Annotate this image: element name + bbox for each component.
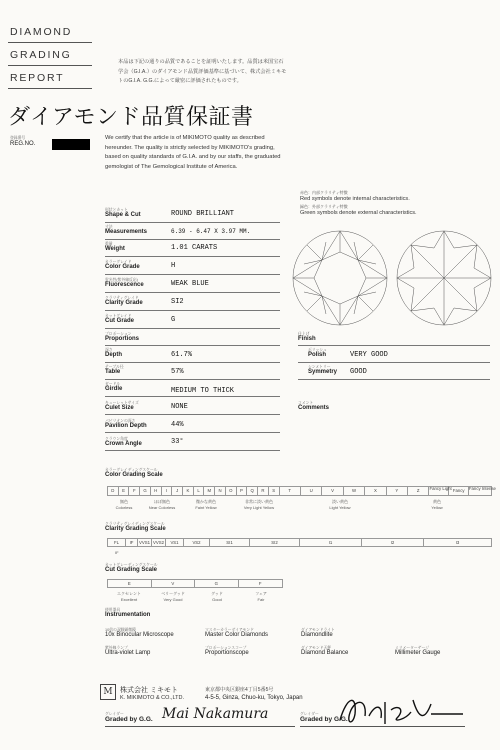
legend-red-jp: 赤色：内部クラリティ特徴 xyxy=(300,190,348,195)
color-scale-row xyxy=(107,486,496,496)
cut-label-jp: グッド xyxy=(211,591,223,596)
legend-green-jp: 緑色：外部クラリティ特徴 xyxy=(300,204,348,209)
cut-label-jp: ベリーグッド xyxy=(161,591,185,596)
field-label: Cut Grade xyxy=(105,318,135,324)
cut-label-en: Excellent xyxy=(120,597,138,602)
prop-value-crown: 33° xyxy=(171,438,184,446)
instrument-jp: プロポーションスコープ xyxy=(205,646,247,650)
finish-heading: Finish xyxy=(298,336,316,342)
prop-label-jp: キューレットサイズ xyxy=(105,401,139,405)
field-value-weight: 1.01 CARATS xyxy=(171,244,218,252)
grade-cell: E xyxy=(119,487,130,495)
field-label-jp: 形状とカット xyxy=(105,208,128,212)
graded-by-label-1: Graded by G.G. xyxy=(105,716,153,723)
grade-cell: P xyxy=(237,487,248,495)
grade-cell: V xyxy=(152,580,196,587)
grade-cell: SI2 xyxy=(250,539,300,546)
prop-label-jp: 深さ xyxy=(105,348,113,352)
cut-scale-block xyxy=(105,563,305,602)
proportions-block xyxy=(105,332,285,447)
instrument-label: Diamondlite xyxy=(301,632,333,638)
color-scale-jp: カラーグレイディングスケール xyxy=(105,468,158,472)
prop-label-jp: テーブル径 xyxy=(105,365,124,369)
grade-cell: I3 xyxy=(455,540,460,545)
grade-cell: E xyxy=(108,580,152,587)
reg-no-jp-label: 登録番号 xyxy=(10,136,26,140)
polish-label: Polish xyxy=(308,352,327,358)
finish-block xyxy=(298,332,494,411)
finish-jp: 仕上げ xyxy=(298,332,310,336)
cut-label-en: Fair xyxy=(257,597,265,602)
symmetry-jp: シンメトリー xyxy=(308,365,331,369)
field-label-jp: カラーグレイド xyxy=(105,260,132,264)
proportions-jp: プロポーション xyxy=(105,332,132,336)
grade-cell: D xyxy=(108,487,119,495)
grade-cell: O xyxy=(226,487,237,495)
color-group-2 xyxy=(141,499,183,510)
clarity-scale-jp: クラリティグレイディングスケール xyxy=(105,522,165,526)
prop-value-girdle: MEDIUM TO THICK xyxy=(171,387,235,395)
instrument-jp: ダイアモンド天秤 xyxy=(301,646,332,650)
instrument-jp: マスターカラーダイアモンド xyxy=(205,628,254,632)
color-group-en: Yellow xyxy=(431,505,443,510)
color-group-jp: 微かな黄色 xyxy=(196,499,216,504)
instrument-label: 10x Binocular Microscope xyxy=(105,632,174,638)
reg-no-redaction xyxy=(52,139,90,150)
grade-cell: G xyxy=(140,487,151,495)
instrument-jp: ミリメーターゲージ xyxy=(395,646,430,650)
color-group-jp: 非常に淡い黄色 xyxy=(245,499,273,504)
grade-cell: IF xyxy=(126,539,138,546)
prop-label: Depth xyxy=(105,352,122,358)
color-group-jp: 無色 xyxy=(120,499,128,504)
grade-cell: VS1 xyxy=(166,539,184,546)
grade-cell: T xyxy=(280,487,301,495)
grade-cell: H xyxy=(151,487,162,495)
field-label: Measurements xyxy=(105,229,148,235)
grader-jp-2: グレイダー xyxy=(300,712,319,716)
instrument-label: Master Color Diamonds xyxy=(205,632,269,638)
grade-cell: K xyxy=(183,487,194,495)
instrument-jp: 10倍の双眼顕微鏡 xyxy=(105,628,136,632)
symmetry-value: GOOD xyxy=(350,368,367,376)
color-group-jp: ほぼ無色 xyxy=(154,499,170,504)
symmetry-label: Symmetry xyxy=(308,369,338,375)
company-address-jp: 東京都中央区銀座4丁目5番5号 xyxy=(205,687,274,693)
legend-green-en: Green symbols denote external characteristics. xyxy=(300,210,417,216)
color-group-jp: 黄色 xyxy=(433,499,441,504)
diamond-plot-pavilion xyxy=(394,228,494,328)
proportions-heading: Proportions xyxy=(105,336,139,342)
prop-label-jp: パビリオンの深さ xyxy=(105,419,136,423)
cut-labels xyxy=(107,591,283,602)
color-group-3 xyxy=(187,499,225,510)
polish-jp: ポリッシュ xyxy=(308,348,327,352)
cut-label-jp: エクセレント xyxy=(117,591,141,596)
grade-cell: X xyxy=(365,487,386,495)
grade-cell: J xyxy=(172,487,183,495)
header-word-diamond: DIAMOND xyxy=(10,26,73,38)
signature-1: Mai Nakamura xyxy=(162,706,269,722)
grade-cell: VVS2 xyxy=(153,540,164,545)
prop-label: Crown Angle xyxy=(105,441,142,447)
grade-cell: VS2 xyxy=(184,539,210,546)
color-scale-heading: Color Grading Scale xyxy=(105,472,163,478)
intro-english: We certify that the article is of MIKIMOTO quality as described hereunder. The quality is strictly selected by MIKIMOTO's grading, based on quality standards of G.I.A. and by our staffs, the graduated gemologist of The Gemological Institute of America. xyxy=(105,135,281,170)
grade-cell: R xyxy=(258,487,269,495)
color-group-4 xyxy=(229,499,289,510)
color-group-en: Near Colorless xyxy=(148,505,176,510)
instrument-jp: ダイアモンドライト xyxy=(301,628,335,632)
field-label-jp: 蛍光性(紫外線反応) xyxy=(105,278,138,282)
reg-no-label: REG.NO. xyxy=(10,141,36,147)
field-label-jp: カットグレイド xyxy=(105,314,132,318)
prop-value-table: 57% xyxy=(171,368,184,376)
grade-cell: I2 xyxy=(362,539,424,546)
cut-scale-row xyxy=(107,579,283,588)
clarity-scale-heading: Clarity Grading Scale xyxy=(105,526,166,532)
page-title-japanese: ダイアモンド品質保証書 xyxy=(8,105,254,130)
grade-cell: I1 xyxy=(300,539,362,546)
company-logo: M xyxy=(100,684,116,700)
company-name-jp: 株式会社 ミキモト xyxy=(120,687,178,694)
grade-cell: L xyxy=(194,487,205,495)
graded-by-label-2: Graded by G.G. xyxy=(300,716,348,723)
cut-label-jp: フェア xyxy=(255,591,267,596)
field-label: Fluorescence xyxy=(105,282,144,288)
color-group-en: Faint Yellow xyxy=(195,505,217,510)
field-label: Color Grade xyxy=(105,264,140,270)
field-label-jp: クラリティグレイド xyxy=(105,296,139,300)
prop-label-jp: ガードル xyxy=(105,382,121,386)
instrumentation-heading: Instrumentation xyxy=(105,612,151,618)
cut-scale-heading: Cut Grading Scale xyxy=(105,567,158,573)
cut-label-en: Good xyxy=(212,597,222,602)
grade-cell: FL xyxy=(108,539,126,546)
instrumentation-block xyxy=(105,608,495,656)
intro-japanese: 本品は下記の通りの品質であることを証明いたします。品質は米国宝石学会（G.I.A.）のダイアモンド品質評価基準に基づいて、株式会社ミキモトのG.I.A. G.G.によって厳密に評価されたものです。 xyxy=(118,59,287,84)
field-value-color: H xyxy=(171,262,176,270)
field-label-jp: 寸法 xyxy=(105,225,113,229)
prop-label: Culet Size xyxy=(105,405,134,411)
grade-cell: VVS1 xyxy=(139,540,150,545)
color-group-1 xyxy=(109,499,139,510)
field-value-shape: ROUND BRILLIANT xyxy=(171,210,235,218)
instrument-label: Diamond Balance xyxy=(301,650,349,656)
field-value-fluorescence: WEAK BLUE xyxy=(171,280,209,288)
prop-value-pavilion: 44% xyxy=(171,421,184,429)
polish-value: VERY GOOD xyxy=(350,351,388,359)
color-group-jp: 淡い黄色 xyxy=(332,499,348,504)
comments-jp: コメント xyxy=(298,401,314,405)
grade-cell: Q xyxy=(247,487,258,495)
grade-cell: Fancy Intense xyxy=(468,486,496,491)
prop-value-depth: 61.7% xyxy=(171,351,193,359)
field-value-cut: G xyxy=(171,316,176,324)
grade-cell: Fancy xyxy=(449,487,468,495)
instrument-label: Ultra-violet Lamp xyxy=(105,650,151,656)
instrument-label: Proportionscope xyxy=(205,650,249,656)
clarity-scale-block xyxy=(105,522,495,555)
instrument-label: Millimeter Gauge xyxy=(395,650,441,656)
grade-cell: U xyxy=(301,487,322,495)
comments-heading: Comments xyxy=(298,405,330,411)
field-label: Shape & Cut xyxy=(105,212,141,218)
grade-cell: Y xyxy=(387,487,408,495)
color-group-en: Light Yellow xyxy=(329,505,351,510)
prop-label: Pavilion Depth xyxy=(105,423,147,429)
prop-label: Girdle xyxy=(105,386,123,392)
grade-cell: F xyxy=(129,487,140,495)
prop-label-jp: クラウン角度 xyxy=(105,437,128,441)
prop-value-culet: NONE xyxy=(171,403,188,411)
signature-2 xyxy=(335,690,465,730)
cut-scale-jp: カットグレーディングスケール xyxy=(105,563,158,567)
company-name-en: K. MIKIMOTO & CO.,LTD. xyxy=(120,695,184,701)
cut-label-en: Very Good xyxy=(163,597,183,602)
field-label: Weight xyxy=(105,246,125,252)
field-value-measurements: 6.39 - 6.47 X 3.97 MM. xyxy=(171,228,251,235)
grade-cell: SI1 xyxy=(210,539,250,546)
header-word-grading: GRADING xyxy=(10,49,72,61)
instrumentation-jp: 使用器具 xyxy=(105,608,121,612)
grade-cell: Fancy Light xyxy=(429,487,449,495)
grade-cell: V xyxy=(322,487,343,495)
legend-red-en: Red symbols denote internal characteristics. xyxy=(300,196,410,202)
grade-cell: G xyxy=(195,580,239,587)
diamond-plot-crown xyxy=(290,228,390,328)
grade-cell: N xyxy=(215,487,226,495)
field-label: Clarity Grade xyxy=(105,300,143,306)
grade-cell: F xyxy=(258,581,262,586)
grade-cell: W xyxy=(344,487,365,495)
field-value-clarity: SI2 xyxy=(171,298,184,306)
color-group-en: Colorless xyxy=(115,505,133,510)
company-address-en: 4-5-5, Ginza, Chuo-ku, Tokyo, Japan xyxy=(205,695,303,701)
grade-cell: M xyxy=(204,487,215,495)
color-scale-block xyxy=(105,468,496,510)
clarity-scale-row xyxy=(107,538,492,547)
grade-cell: S xyxy=(269,487,280,495)
grader-jp-1: グレイダー xyxy=(105,712,124,716)
field-label-jp: 重量 xyxy=(105,242,113,246)
header-word-report: REPORT xyxy=(10,72,65,84)
color-group-5 xyxy=(305,499,375,510)
instrument-jp: 紫外線ランプ xyxy=(105,646,128,650)
clarity-extra: IF xyxy=(115,550,119,555)
grade-cell: Z xyxy=(408,487,429,495)
prop-label: Table xyxy=(105,369,121,375)
grade-cell: I xyxy=(162,487,173,495)
color-group-en: Very Light Yellow xyxy=(243,505,275,510)
color-group-6 xyxy=(417,499,457,510)
